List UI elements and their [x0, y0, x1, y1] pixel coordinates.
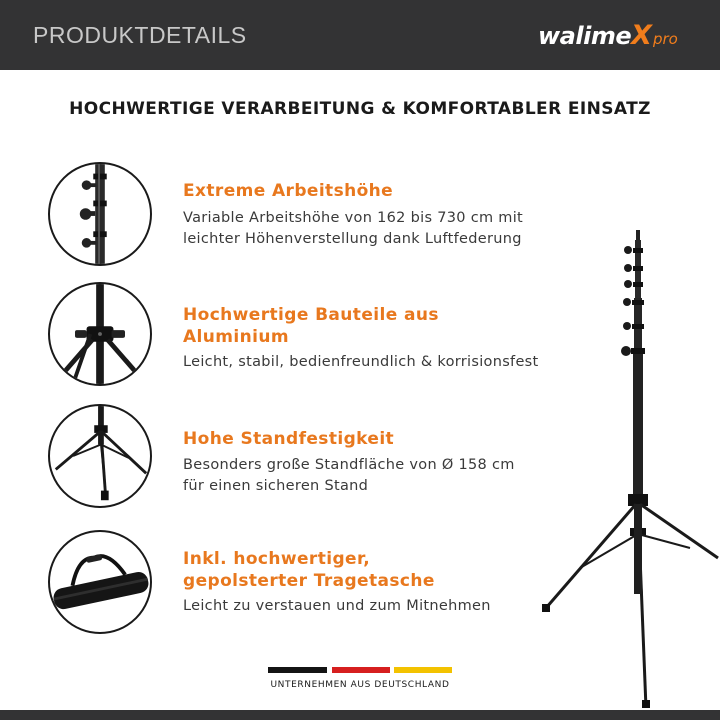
feature-title	[183, 304, 439, 348]
feature-title	[183, 180, 393, 202]
brand-logo-x: X	[631, 20, 652, 51]
made-in-germany-label: UNTERNEHMEN AUS DEUTSCHLAND	[270, 680, 450, 690]
header-bar	[0, 0, 720, 70]
feature-title-line: Inkl. hochwertiger,	[183, 549, 371, 569]
section-headline: HOCHWERTIGE VERARBEITUNG & KOMFORTABLER EINSATZ	[69, 99, 651, 119]
feature-title-line: gepolsterter Tragetasche	[183, 571, 435, 591]
feature-description	[183, 455, 515, 497]
aluminium-joint-icon	[48, 282, 152, 386]
brand-logo-pro: pro	[652, 30, 678, 48]
flag-stripe-red	[332, 667, 390, 673]
feature-description	[183, 596, 491, 617]
feature-description-line: für einen sicheren Stand	[183, 478, 369, 494]
light-stand-image	[540, 228, 720, 710]
feature-description-line: Variable Arbeitshöhe von 162 bis 730 cm mit	[183, 210, 524, 226]
flag-stripe-gold	[394, 667, 452, 673]
feature-title	[183, 548, 435, 592]
feature-title-line: Extreme Arbeitshöhe	[183, 181, 394, 201]
feature-title-line: Aluminium	[183, 327, 289, 347]
feature-title-line: Hochwertige Bauteile aus	[183, 305, 439, 325]
carry-bag-icon	[48, 530, 152, 634]
flag-stripe-black	[268, 667, 327, 673]
page-title: PRODUKTDETAILS	[33, 22, 247, 48]
tripod-base-icon	[48, 404, 152, 508]
feature-description-line: Besonders große Standfläche von Ø 158 cm	[183, 457, 515, 473]
brand-logo	[538, 20, 678, 54]
feature-description-line: Leicht, stabil, bedienfreundlich & korrisionsfest	[183, 354, 539, 370]
feature-description-line: Leicht zu verstauen und zum Mitnehmen	[183, 598, 491, 614]
feature-description-line: leichter Höhenverstellung dank Luftfederung	[183, 231, 522, 247]
feature-title	[183, 428, 394, 450]
feature-description	[183, 208, 523, 250]
feature-title-line: Hohe Standfestigkeit	[183, 429, 395, 449]
footer-bar	[0, 710, 720, 720]
telescopic-column-icon	[48, 162, 152, 266]
brand-logo-wordmark: walime	[538, 22, 632, 50]
feature-description	[183, 352, 539, 373]
